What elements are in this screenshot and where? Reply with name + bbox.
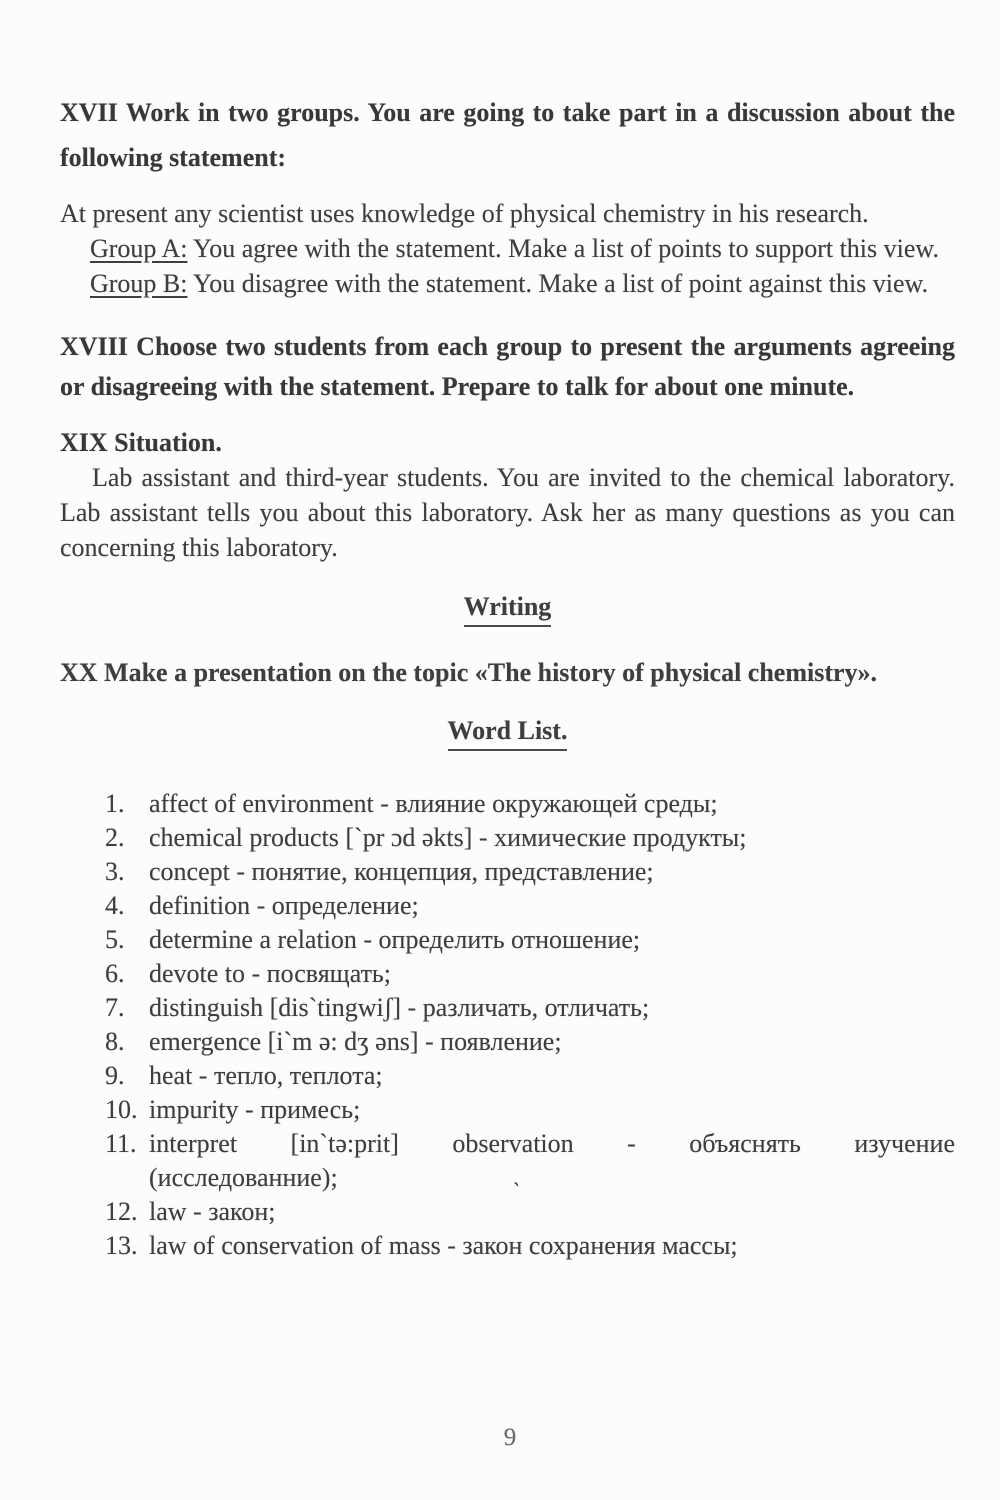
page-number: 9 xyxy=(503,1424,517,1451)
word-list-title: Word List. xyxy=(448,713,568,751)
group-b-line xyxy=(90,266,955,301)
writing-section-heading xyxy=(60,589,955,627)
task-xx-heading: XX Make a presentation on the topic «The history of physical chemistry». xyxy=(60,658,878,687)
word-list-item xyxy=(105,1195,955,1229)
item-number: 5. xyxy=(105,925,125,954)
item-number: 2. xyxy=(105,823,125,852)
word-list-item xyxy=(105,923,955,957)
item-text: distinguish [dis`tingwiʃ] - различать, отличать; xyxy=(149,993,650,1022)
situation-body: Lab assistant and third-year students. You are invited to the chemical laboratory. Lab assistant tells you about this laboratory. Ask her as many questions as you can concerning this laboratory. xyxy=(60,463,955,562)
task-xvii-heading: XVII Work in two groups. You are going to take part in a discussion about the following statement: xyxy=(60,98,955,172)
word-list-item xyxy=(105,1025,955,1059)
writing-title: Writing xyxy=(464,589,552,627)
word-list-item xyxy=(105,889,955,923)
word-list-section-heading xyxy=(60,713,955,751)
word-list xyxy=(105,787,955,1263)
item-text: definition - определение; xyxy=(149,891,419,920)
task-xviii-heading: XVIII Choose two students from each group to present the arguments agreeing or disagreeing with the statement. Prepare to talk for about one minute. xyxy=(60,332,955,401)
word-list-item xyxy=(105,1093,955,1127)
item-number: 1. xyxy=(105,789,125,818)
item-number: 6. xyxy=(105,959,125,988)
group-a-text: You agree with the statement. Make a list of points to support this view. xyxy=(187,234,939,263)
word-list-item xyxy=(105,821,955,855)
item-text: affect of environment - влияние окружающей среды; xyxy=(149,789,718,818)
item-number: 4. xyxy=(105,891,125,920)
item-number: 9. xyxy=(105,1061,125,1090)
page-content xyxy=(60,0,955,1263)
discussion-statement: At present any scientist uses knowledge of physical chemistry in his research. xyxy=(60,199,869,228)
word-list-item xyxy=(105,1059,955,1093)
word-list-item xyxy=(105,1127,955,1195)
group-a-label: Group A: xyxy=(90,234,188,263)
item-text: devote to - посвящать; xyxy=(149,959,392,988)
item-number: 11. xyxy=(105,1129,137,1158)
item-text: emergence [i`m ə: dʒ əns] - появление; xyxy=(149,1027,562,1056)
group-b-text: You disagree with the statement. Make a list of point against this view. xyxy=(187,269,929,298)
item-number: 3. xyxy=(105,857,125,886)
item-text-line2: (исследованние); xyxy=(149,1163,338,1192)
item-number: 13. xyxy=(105,1231,138,1260)
scan-artifact-mark: ˋ xyxy=(510,1177,522,1204)
item-number: 12. xyxy=(105,1197,138,1226)
item-text: heat - тепло, теплота; xyxy=(149,1061,383,1090)
item-text xyxy=(149,1127,955,1195)
group-b-label: Group B: xyxy=(90,269,188,298)
word-list-item xyxy=(105,957,955,991)
item-number: 10. xyxy=(105,1095,138,1124)
task-xix-heading: XIX Situation. xyxy=(60,428,222,457)
item-text: concept - понятие, концепция, представление; xyxy=(149,857,654,886)
item-text: law - закон; xyxy=(149,1197,276,1226)
item-text: law of conservation of mass - закон сохранения массы; xyxy=(149,1231,738,1260)
word-list-item xyxy=(105,855,955,889)
word-list-item xyxy=(105,1229,955,1263)
item-text-line1: interpret [in`tə:prit] observation - объяснять изучение xyxy=(149,1129,955,1158)
word-list-item xyxy=(105,991,955,1025)
item-text: impurity - примесь; xyxy=(149,1095,361,1124)
group-a-line xyxy=(90,231,955,266)
word-list-item xyxy=(105,787,955,821)
item-text: chemical products [`pr ɔd əkts] - химические продукты; xyxy=(149,823,747,852)
item-number: 7. xyxy=(105,993,125,1022)
item-number: 8. xyxy=(105,1027,125,1056)
item-text: determine a relation - определить отношение; xyxy=(149,925,641,954)
